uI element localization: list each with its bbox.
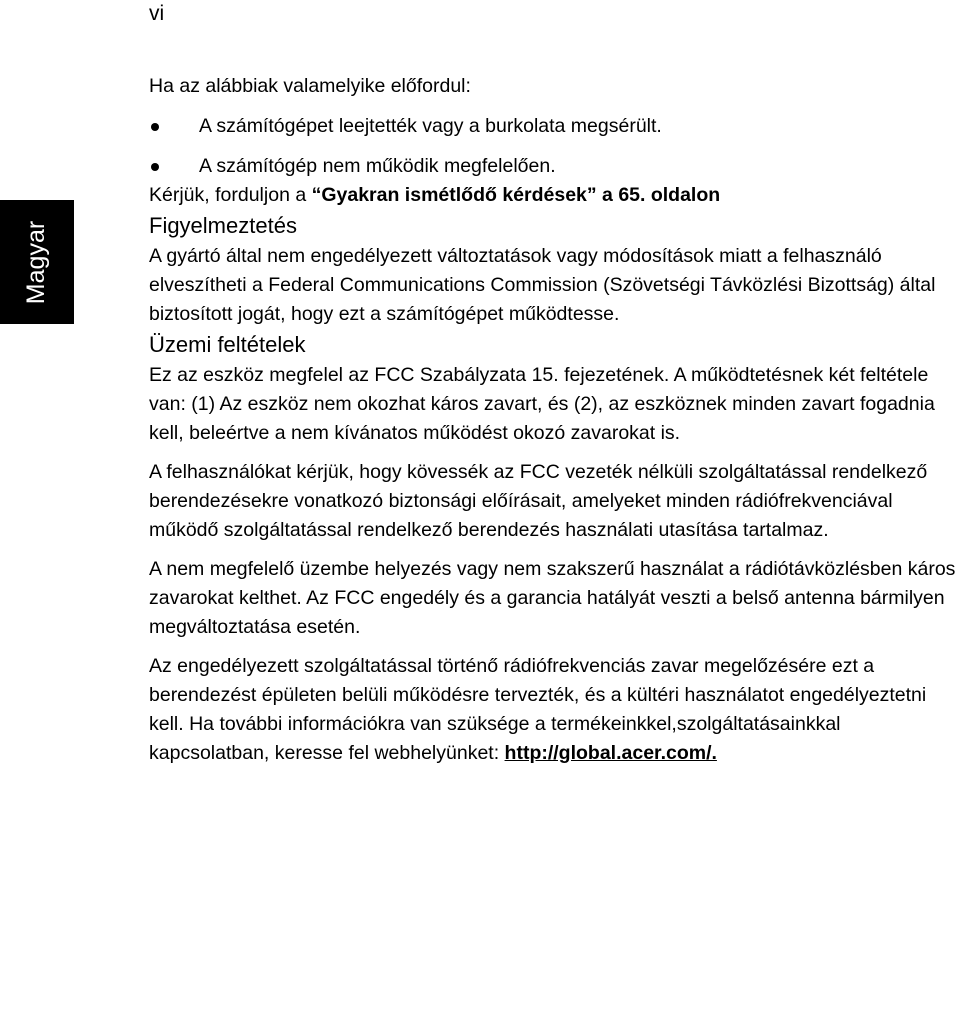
bullet-icon bbox=[151, 163, 159, 171]
warning-heading: Figyelmeztetés bbox=[149, 213, 297, 238]
intro-text: Ha az alábbiak valamelyike előfordul: bbox=[149, 75, 471, 97]
language-tab-label: Magyar bbox=[22, 220, 51, 304]
page-number: vi bbox=[149, 2, 165, 25]
faq-reference-prefix: Kérjük, forduljon a bbox=[149, 184, 312, 206]
list-item-text: A számítógépet leejtették vagy a burkolata megsérült. bbox=[199, 115, 662, 137]
list-item bbox=[149, 152, 959, 181]
condition-list bbox=[149, 112, 959, 181]
paragraph: Ez az eszköz megfelel az FCC Szabályzata 15. fejezetének. A működtetésnek két feltétele van: (1) Az eszköz nem okozhat káros zavart, és (2), az eszköznek minden zavart fogadnia kell, beleértve a nem kívánatos működést okozó zavarokat is. bbox=[149, 364, 935, 444]
paragraph: A nem megfelelő üzembe helyezés vagy nem szakszerű használat a rádiótávközlésben káros zavarokat kelthet. Az FCC engedély és a garancia hatályát veszti a belső antenna bármilyen megváltoztatása esetén. bbox=[149, 558, 956, 638]
list-item bbox=[149, 112, 959, 141]
website-link[interactable]: http://global.acer.com/. bbox=[504, 742, 717, 764]
document-body bbox=[149, 72, 959, 768]
paragraph: A felhasználókat kérjük, hogy kövessék az FCC vezeték nélküli szolgáltatással rendelkező berendezésekre vonatkozó biztonsági előírásait, amelyeket minden rádiófrekvenciával működő szolgáltatással rendelkező berendezés használati utasítása tartalmaz. bbox=[149, 461, 928, 541]
operating-conditions-heading: Üzemi feltételek bbox=[149, 332, 306, 357]
faq-reference-link-text: “Gyakran ismétlődő kérdések” a 65. oldalon bbox=[311, 184, 721, 206]
paragraph bbox=[149, 652, 959, 768]
list-item-text: A számítógép nem működik megfelelően. bbox=[199, 155, 556, 177]
language-tab bbox=[0, 200, 74, 324]
warning-body: A gyártó által nem engedélyezett változtatások vagy módosítások miatt a felhasználó elveszítheti a Federal Communications Commission (Szövetségi Távközlési Bizottság) által biztosított jogát, hogy ezt a számítógépet működtesse. bbox=[149, 245, 936, 325]
faq-reference bbox=[149, 181, 959, 210]
bullet-icon bbox=[151, 123, 159, 131]
paragraph-text: Az engedélyezett szolgáltatással történő rádiófrekvenciás zavar megelőzésére ezt a berendezést épületen belüli működésre tervezték, és a kültéri használatot engedélyeztetni kell. Ha további információkra van szüksége a termékeinkkel,szolgáltatásainkkal kapcsolatban, keresse fel webhelyünket: bbox=[149, 655, 927, 764]
